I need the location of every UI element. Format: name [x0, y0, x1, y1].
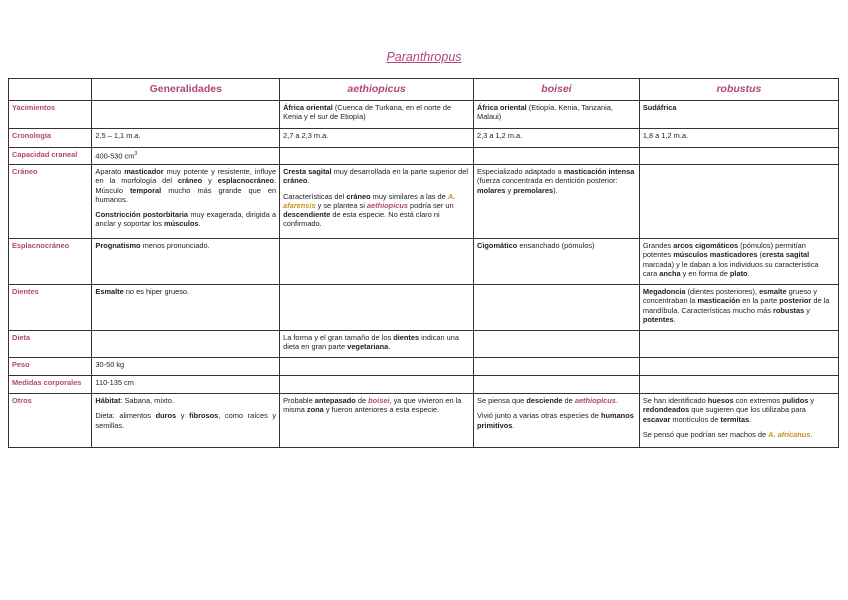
cell-text: y: [505, 185, 514, 195]
row-dientes: [9, 285, 839, 331]
row-label: Dientes: [9, 285, 92, 331]
species-name: A. africanus: [768, 429, 811, 439]
header-boisei: boisei: [474, 79, 640, 101]
cell-text: posterior: [779, 296, 812, 306]
cell-boisei: [474, 165, 640, 239]
header-empty: [9, 79, 92, 101]
cell-text: ).: [553, 185, 558, 195]
cell-aethiopicus: [280, 376, 474, 394]
cell-generalidades: 30-50 kg: [92, 358, 280, 376]
cell-paragraph: [477, 396, 636, 405]
cell-robustus: [639, 358, 838, 376]
cell-boisei: 2,3 a 1,2 m.a.: [474, 129, 640, 148]
cell-generalidades: [92, 239, 280, 285]
cell-text: Hábitat: [95, 396, 121, 405]
species-name: A. afarensis: [283, 191, 456, 210]
row-label: Peso: [9, 358, 92, 376]
cell-text: y: [202, 176, 218, 186]
row-label: Cronología: [9, 129, 92, 148]
cell-paragraph: [95, 167, 276, 204]
cell-text: Especializado adaptado a: [477, 167, 564, 176]
cell-text: , ya que vivieron en la misma: [283, 396, 462, 415]
cell-generalidades: [92, 331, 280, 358]
cell-text: muy exagerada, dirigida a anclar y soportar los: [95, 210, 277, 229]
cell-text: descendiente: [283, 210, 331, 220]
cell-aethiopicus: 2,7 a 2,3 m.a.: [280, 129, 474, 148]
cell-aethiopicus: [280, 165, 474, 239]
cell-robustus: [639, 376, 838, 394]
cell-text: (: [757, 250, 762, 260]
header-generalidades: Generalidades: [92, 79, 280, 101]
cell-paragraph: [643, 396, 835, 424]
cell-text: .: [615, 396, 618, 405]
cell-text: .: [307, 176, 310, 186]
row-cronologia: [9, 129, 839, 148]
cell-aethiopicus: [280, 101, 474, 129]
cell-text: músculos: [164, 219, 199, 229]
cell-text: Sudáfrica: [642, 103, 677, 112]
row-label: Esplacnocráneo: [9, 239, 92, 285]
cell-text: .: [810, 429, 813, 439]
cell-text: y se plantea si: [315, 200, 367, 210]
cell-text: que sugieren que los utilizaba para: [689, 405, 806, 415]
cell-text: Se pensó que podrían ser machos de: [642, 429, 769, 439]
cell-text: premolares: [513, 185, 554, 195]
cell-text: .: [747, 268, 750, 278]
cell-text: (Cuenca de Turkana, en el norte de Kenia y el sur de Etiopía): [283, 103, 452, 122]
page-title: Paranthropus: [386, 50, 462, 64]
cell-text: y: [808, 396, 815, 405]
row-otros: [9, 394, 839, 448]
row-label: Cráneo: [9, 165, 92, 239]
row-yacimientos: [9, 101, 839, 129]
cell-text: (dientes posteriores),: [685, 287, 760, 296]
header-row: [9, 79, 839, 101]
cell-text: no es hiper grueso.: [123, 287, 190, 296]
cell-generalidades: [92, 101, 280, 129]
cell-text: cráneo: [346, 191, 371, 201]
cell-text: (fuerza concentrada en dentición posterior:: [477, 176, 618, 186]
cell-boisei: [474, 148, 640, 165]
cell-text: escavar: [642, 414, 671, 424]
cell-text: molares: [477, 185, 506, 195]
cell-text: zona: [306, 405, 324, 415]
cell-boisei: [474, 285, 640, 331]
cell-text: y: [804, 305, 810, 315]
cell-robustus: [639, 239, 838, 285]
cell-text: , como raíces y semillas.: [95, 411, 277, 430]
row-label: Otros: [9, 394, 92, 448]
cell-paragraph: [95, 411, 276, 430]
header-robustus: robustus: [639, 79, 838, 101]
row-label: Medidas corporales: [9, 376, 92, 394]
cell-text: (Etiopía, Kenia, Tanzania, Malaui): [477, 103, 613, 122]
cell-generalidades: [92, 394, 280, 448]
row-label: Dieta: [9, 331, 92, 358]
cell-generalidades: 110-135 cm: [92, 376, 280, 394]
cell-text: y en forma de: [680, 268, 730, 278]
cell-text: arcos cigomáticos: [673, 241, 739, 250]
cell-text: Prognatismo: [95, 241, 141, 250]
comparison-table: [8, 78, 839, 448]
cell-text: músculos masticadores: [673, 250, 758, 260]
header-aethiopicus: aethiopicus: [280, 79, 474, 101]
cell-text: ancha: [659, 268, 681, 278]
cell-text: cráneo: [177, 176, 203, 186]
row-esplacnocraneo: [9, 239, 839, 285]
cell-text: cresta sagital: [761, 250, 810, 260]
cell-boisei: [474, 239, 640, 285]
cell-generalidades: 2,5 – 1,1 m.a.: [92, 129, 280, 148]
cell-text: .: [673, 314, 676, 324]
cell-superscript: 3: [134, 151, 138, 157]
cell-paragraph: [283, 167, 470, 186]
cell-text: dientes: [393, 333, 420, 342]
cell-text: muy potente y resistente, influye en la morfología del: [95, 167, 277, 186]
cell-text: de esta especie. No está claro ni confirmado.: [283, 210, 440, 229]
cell-text: y: [176, 411, 190, 421]
cell-boisei: [474, 331, 640, 358]
cell-text: : Sabana, mixto.: [120, 396, 174, 405]
cell-text: cráneo: [283, 176, 308, 186]
cell-text: ensanchado (pómulos): [517, 241, 595, 250]
cell-text: de: [562, 396, 575, 405]
row-label: Capacidad craneal: [9, 148, 92, 165]
cell-boisei: [474, 101, 640, 129]
cell-text: podría ser un: [408, 200, 454, 210]
cell-text: Se piensa que: [477, 396, 527, 405]
cell-robustus: 1,8 a 1,2 m.a.: [639, 129, 838, 148]
cell-text: .: [512, 420, 515, 430]
cell-text: .: [198, 219, 201, 229]
cell-text: .: [749, 414, 752, 424]
cell-paragraph: [95, 396, 276, 405]
cell-boisei: [474, 358, 640, 376]
cell-text: masticador: [124, 167, 164, 176]
cell-paragraph: [283, 192, 470, 229]
cell-text: Características del: [283, 191, 347, 201]
cell-text: de la mandíbula. Características mucho más: [642, 296, 830, 315]
cell-text: Grandes: [642, 241, 674, 250]
row-peso: [9, 358, 839, 376]
cell-robustus: [639, 101, 838, 129]
row-craneo: [9, 165, 839, 239]
species-name: boisei: [368, 396, 390, 405]
cell-robustus: [639, 394, 838, 448]
cell-text: grueso y concentraban la: [642, 287, 817, 306]
species-name: aethiopicus: [366, 200, 408, 210]
cell-text: África oriental: [283, 103, 333, 112]
cell-text: vegetariana: [347, 342, 389, 352]
cell-generalidades: [92, 148, 280, 165]
cell-robustus: [639, 331, 838, 358]
row-dieta: [9, 331, 839, 358]
cell-aethiopicus: [280, 148, 474, 165]
cell-text: en la parte: [740, 296, 780, 306]
cell-paragraph: [95, 210, 276, 229]
cell-text: Megadoncia: [642, 287, 686, 296]
cell-boisei: [474, 394, 640, 448]
cell-text: y fueron anteriores a esta especie.: [323, 405, 440, 415]
cell-text: Aparato: [95, 167, 125, 176]
cell-text: muy similares a las de: [370, 191, 448, 201]
cell-text: antepasado: [314, 396, 356, 405]
cell-boisei: [474, 376, 640, 394]
cell-text: de: [355, 396, 369, 405]
cell-text: duros: [155, 411, 177, 421]
cell-text: mucho más grande que en humanos.: [95, 185, 277, 204]
cell-text: desciende: [526, 396, 563, 405]
cell-text: 400-530 cm: [95, 151, 135, 161]
cell-text: huesos: [707, 396, 734, 405]
cell-paragraph: [643, 430, 835, 439]
cell-text: Se han identificado: [642, 396, 708, 405]
cell-robustus: [639, 285, 838, 331]
cell-text: fibrosos: [189, 411, 219, 421]
cell-text: . Músculo: [95, 176, 277, 195]
cell-robustus: [639, 148, 838, 165]
cell-robustus: [639, 165, 838, 239]
cell-text: plato: [729, 268, 748, 278]
cell-text: Esmalte: [95, 287, 124, 296]
cell-text: África oriental: [477, 103, 527, 112]
cell-text: La forma y el gran tamaño de los: [283, 333, 394, 342]
cell-text: (pómulos) permitían potentes: [642, 241, 806, 260]
cell-text: marcada) y le daban a los individuos su característica cara: [642, 259, 819, 278]
cell-text: .: [388, 342, 391, 352]
cell-text: menos pronunciado.: [140, 241, 210, 250]
cell-aethiopicus: [280, 358, 474, 376]
cell-text: redondeados: [642, 405, 690, 415]
cell-paragraph: [477, 411, 636, 430]
row-capacidad-craneal: [9, 148, 839, 165]
cell-text: Probable: [283, 396, 315, 405]
cell-text: con extremos: [733, 396, 783, 405]
cell-text: Constricción postorbitaria: [95, 210, 189, 220]
cell-text: montículos de: [670, 414, 721, 424]
cell-text: temporal: [129, 185, 162, 195]
cell-text: muy desarrollada en la parte superior del: [331, 167, 468, 176]
cell-text: robustas: [773, 305, 805, 315]
cell-text: masticación intensa: [563, 167, 635, 176]
cell-text: potentes: [642, 314, 674, 324]
cell-text: Cresta sagital: [283, 167, 332, 176]
row-label: Yacimientos: [9, 101, 92, 129]
cell-text: termitas: [720, 414, 750, 424]
cell-aethiopicus: [280, 331, 474, 358]
cell-text: humanos primitivos: [477, 411, 634, 430]
cell-aethiopicus: [280, 394, 474, 448]
cell-aethiopicus: [280, 285, 474, 331]
cell-text: indican una dieta en gran parte: [283, 333, 459, 352]
cell-text: masticación: [697, 296, 741, 306]
cell-generalidades: [92, 165, 280, 239]
cell-text: Dieta: alimentos: [95, 411, 156, 421]
cell-text: Vivió junto a varias otras especies de: [477, 411, 601, 421]
cell-text: Cigomático: [477, 241, 518, 250]
cell-text: esmalte: [759, 287, 787, 296]
cell-text: esplacnocráneo: [217, 176, 275, 186]
species-name: aethiopicus: [574, 396, 616, 405]
cell-generalidades: [92, 285, 280, 331]
row-medidas-corporales: [9, 376, 839, 394]
cell-aethiopicus: [280, 239, 474, 285]
cell-text: pulidos: [782, 396, 809, 405]
